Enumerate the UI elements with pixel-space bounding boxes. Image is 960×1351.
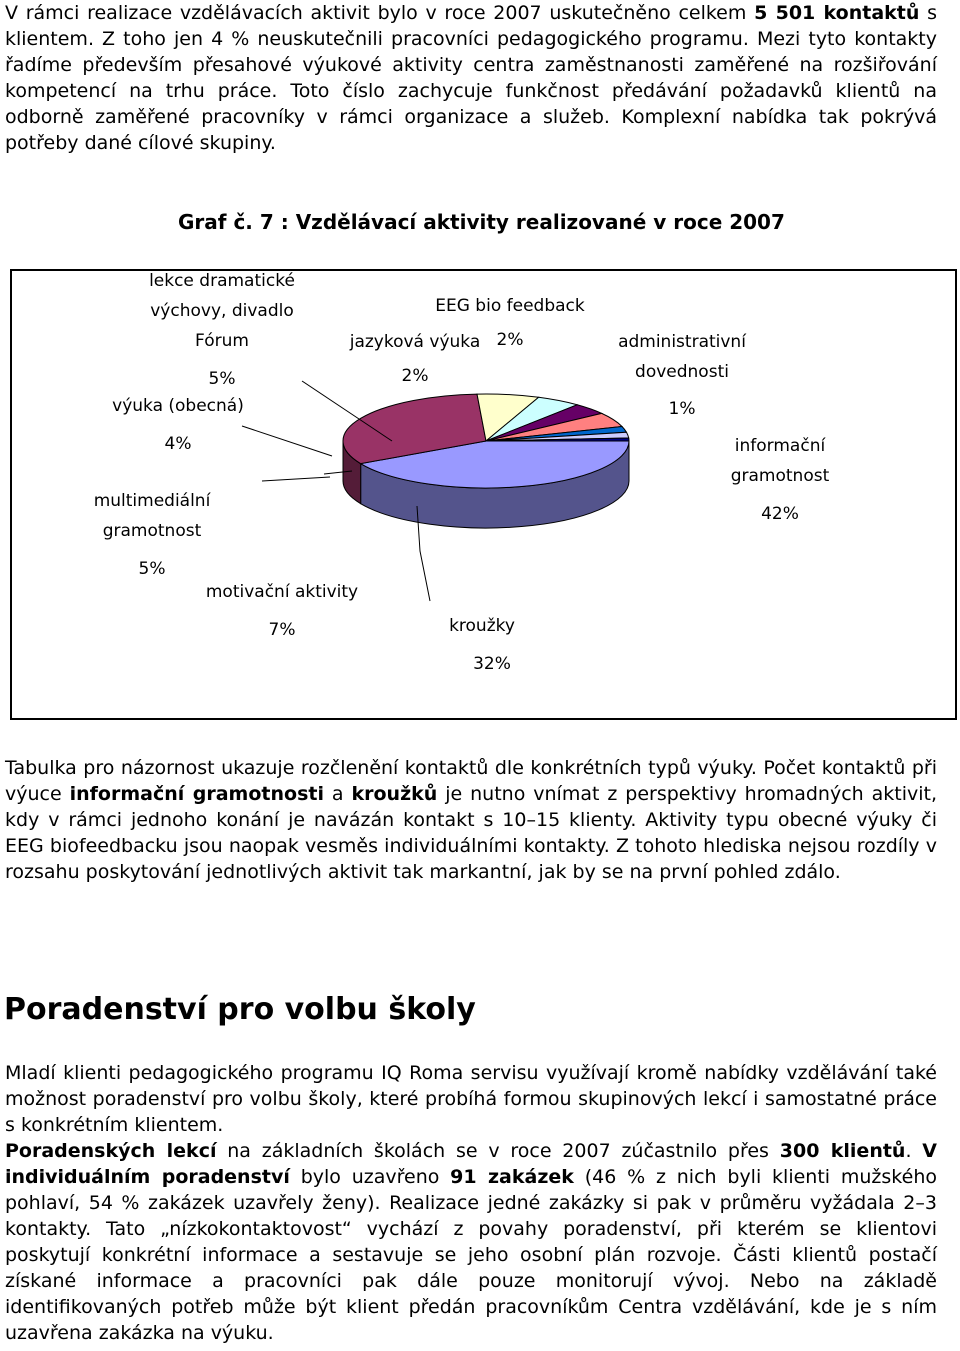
slice-pct-5: 5%: [208, 369, 236, 389]
slice-label-3: multimediální gramotnost: [93, 491, 211, 541]
slice-label-0: informační gramotnost: [730, 436, 830, 486]
p2-bold-3: V individuálním poradenství: [5, 1140, 937, 1188]
slice-pct-7: 2%: [496, 330, 524, 350]
analysis-paragraph: [5, 755, 937, 885]
slice-label-4: výuka (obecná): [112, 396, 244, 416]
section-paragraph-2: [5, 1138, 937, 1346]
slice-label-8: administrativní dovednosti: [618, 332, 746, 382]
p2-text-1: na základních školách se v roce 2007 zúčastnilo přes: [216, 1140, 780, 1162]
chart-caption: Graf č. 7 : Vzdělávací aktivity realizované v roce 2007: [178, 210, 785, 234]
slice-label-1: kroužky: [449, 616, 515, 636]
analysis-text-3: je nutno vnímat z perspektivy hromadných aktivit, kdy v rámci jednoho konání je navázán kontakt s 10–15 klienty. Aktivity typu obecné výuky či EEG biofeedbacku jsou naopak vesměs individuálními kontakty. Z tohoto hlediska nejsou rozdíly v rozsahu poskytování jednotlivých aktivit tak markantní, jak by se na první pohled zdálo.: [5, 783, 937, 883]
section-heading: Poradenství pro volbu školy: [4, 992, 476, 1027]
slice-pct-3: 5%: [138, 559, 166, 579]
chart-frame: [10, 269, 957, 720]
pie-chart: [12, 271, 955, 718]
slice-label-5: lekce dramatické výchovy, divadlo Fórum: [149, 271, 295, 351]
section-paragraph-1: Mladí klienti pedagogického programu IQ Roma servisu využívají kromě nabídky vzdělávání také možnost poradenství pro volbu školy, které probíhá formou skupinových lekcí i samostatné práce s konkrétním klientem.: [5, 1062, 937, 1136]
intro-paragraph: [5, 0, 937, 156]
p2-text-4: (46 % z nich byli klienti mužského pohlaví, 54 % zakázek uzavřely ženy). Realizace jedné zakázky si pak v průměru vyžádala 2–3 kontakty. Tato „nízkokontaktovost“ vychází z povahy poradenství, při kterém se klientovi poskytují konkrétní informace a sestavuje se jeho osobní plán rozvoje. Části klientů postačí získané informace a pracovníci pak dále pouze monitorují vývoj. Nebo na základě identifikovaných potřeb může být klient předán pracovníkům Centra vzdělávání, kde je s ním uzavřena zakázka na výuku.: [5, 1166, 937, 1344]
p2-bold-4: 91 zakázek: [450, 1166, 574, 1188]
slice-label-7: EEG bio feedback: [435, 296, 585, 316]
analysis-bold-1: informační gramotnosti: [69, 783, 324, 805]
slice-pct-6: 2%: [401, 366, 429, 386]
intro-text-1: V rámci realizace vzdělávacích aktivit bylo v roce 2007 uskutečněno celkem: [5, 2, 755, 24]
analysis-text-2: a: [323, 783, 352, 805]
intro-text-2: s klientem. Z toho jen 4 % neuskutečnili pracovníci pedagogického programu. Mezi tyto kontakty řadíme především přesahové výukové aktivity centra zaměstnanosti zaměřené na rozšiřování kompetencí na trhu práce. Toto číslo zachycuje funkčnost předávání požadavků klientů na odborně zaměřené pracovníky v rámci organizace a služeb. Komplexní nabídka tak pokrývá potřeby dané cílové skupiny.: [5, 2, 937, 154]
p2-bold-1: Poradenských lekcí: [5, 1140, 217, 1162]
leader-line-4: [242, 426, 332, 456]
analysis-text-1: Tabulka pro názornost ukazuje rozčlenění kontaktů dle konkrétních typů výuky. Počet kontaktů při výuce: [5, 757, 937, 805]
slice-pct-8: 1%: [668, 399, 696, 419]
slice-pct-1: 32%: [473, 654, 511, 674]
slice-pct-0: 42%: [761, 504, 799, 524]
p2-text-3: bylo uzavřeno: [289, 1166, 451, 1188]
slice-pct-2: 7%: [268, 620, 296, 640]
p2-text-2: .: [905, 1140, 923, 1162]
p2-bold-2: 300 klientů: [779, 1140, 906, 1162]
intro-bold-contacts: 5 501 kontaktů: [754, 2, 920, 24]
leader-line-3: [262, 477, 330, 481]
analysis-bold-2: kroužků: [351, 783, 438, 805]
slice-label-6: jazyková výuka: [349, 332, 481, 352]
slice-pct-4: 4%: [164, 434, 192, 454]
slice-label-2: motivační aktivity: [205, 582, 359, 602]
